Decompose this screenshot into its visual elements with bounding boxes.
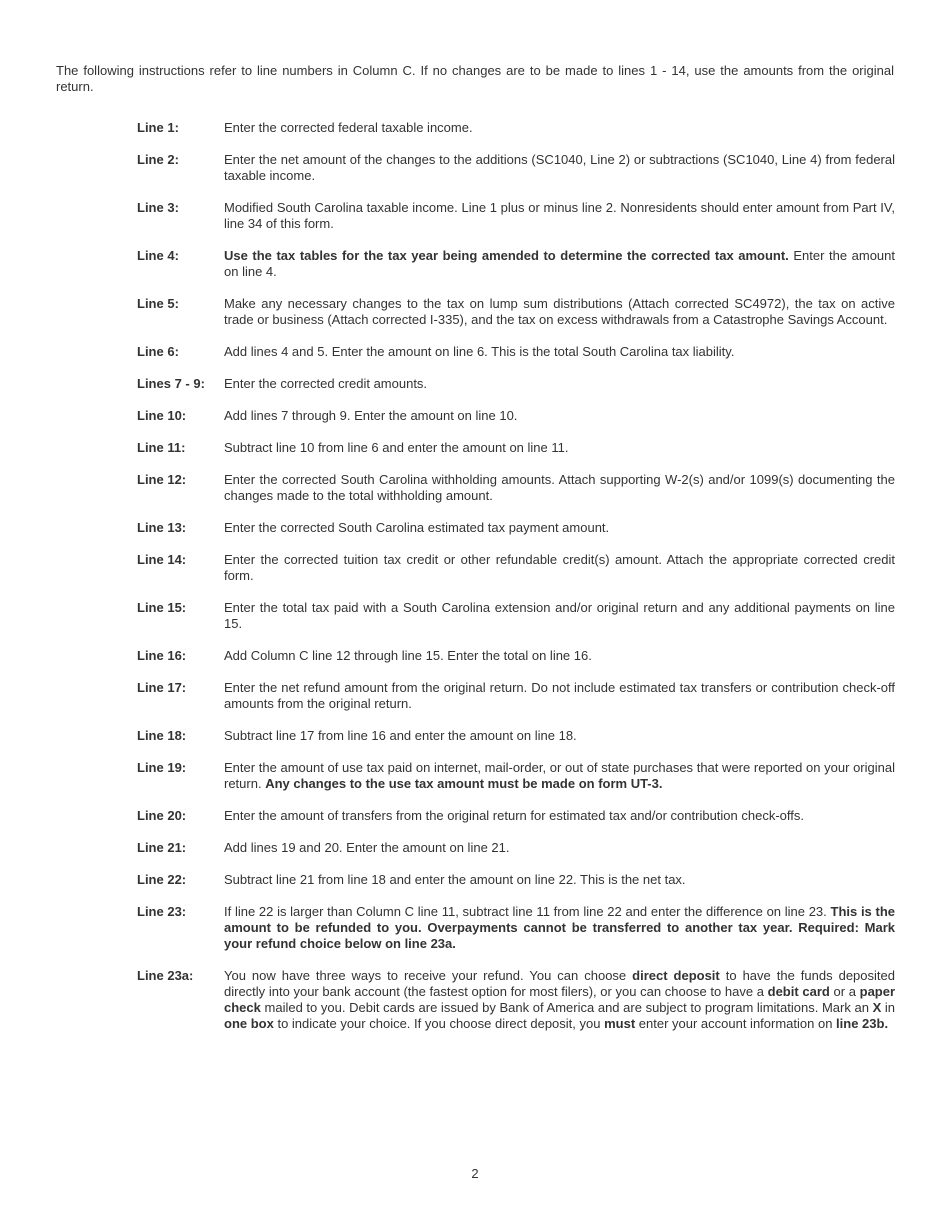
line-text-segment: Add lines 19 and 20. Enter the amount on line 21.: [224, 840, 510, 855]
line-label: Line 16:: [137, 648, 187, 663]
line-text-segment: Subtract line 21 from line 18 and enter the amount on line 22. This is the net tax.: [224, 872, 686, 887]
line-text: [224, 648, 895, 664]
line-text: [224, 296, 895, 328]
line-label: Line 13:: [137, 520, 187, 535]
line-text-bold: X: [872, 1000, 882, 1015]
line-instruction: [137, 808, 895, 824]
line-label: Line 3:: [137, 200, 179, 215]
line-text: [224, 808, 895, 824]
line-instruction: [137, 904, 895, 952]
line-instruction: [137, 200, 895, 232]
line-text-segment: Subtract line 10 from line 6 and enter the amount on line 11.: [224, 440, 569, 455]
intro-paragraph: The following instructions refer to line numbers in Column C. If no changes are to be made to lines 1 - 14, use the amounts from the original return.: [56, 63, 894, 94]
line-text-segment: Enter the corrected credit amounts.: [224, 376, 428, 391]
line-label: Line 17:: [137, 680, 187, 695]
line-text: [224, 520, 895, 536]
line-label: Line 5:: [137, 296, 179, 311]
line-label: Line 2:: [137, 152, 179, 167]
line-text-segment: or a: [829, 984, 860, 999]
line-text: [224, 904, 895, 952]
line-label: Line 19:: [137, 760, 187, 775]
line-text-bold: must: [604, 1016, 636, 1031]
line-label: Line 23:: [137, 904, 187, 919]
line-text: [224, 200, 895, 232]
line-label: Line 14:: [137, 552, 187, 567]
line-instruction: [137, 296, 895, 328]
line-text-bold: paper check: [224, 984, 896, 1015]
line-text: [224, 248, 895, 280]
line-text-segment: Make any necessary changes to the tax on lump sum distributions (Attach corrected SC4972), the tax on active trade or business (Attach corrected I-335), and the tax on excess withdrawals from a Catastrophe Savings Account.: [224, 296, 895, 327]
line-text-segment: Add Column C line 12 through line 15. Enter the total on line 16.: [224, 648, 592, 663]
line-text: [224, 376, 895, 392]
page-number: 2: [471, 1166, 479, 1181]
line-text: [224, 344, 895, 360]
line-instruction: [137, 968, 895, 1032]
line-instruction: [137, 248, 895, 280]
line-text: [224, 440, 895, 456]
line-instructions-list: [137, 120, 895, 1048]
line-label: Line 22:: [137, 872, 187, 887]
line-text-bold: Any changes to the use tax amount must be made on form UT-3.: [265, 776, 663, 791]
line-text: [224, 120, 895, 136]
line-label: Line 11:: [137, 440, 186, 455]
line-label: Line 20:: [137, 808, 187, 823]
line-instruction: [137, 872, 895, 888]
line-text: [224, 968, 895, 1032]
line-instruction: [137, 440, 895, 456]
line-text-segment: Enter the amount of transfers from the original return for estimated tax and/or contribution check-offs.: [224, 808, 804, 823]
line-text: [224, 680, 895, 712]
line-text: [224, 760, 895, 792]
line-text-segment: If line 22 is larger than Column C line 11, subtract line 11 from line 22 and enter the difference on line 23.: [224, 904, 831, 919]
line-label: Line 10:: [137, 408, 187, 423]
line-label: Line 1:: [137, 120, 179, 135]
line-text-segment: Subtract line 17 from line 16 and enter the amount on line 18.: [224, 728, 577, 743]
line-text-segment: to indicate your choice. If you choose direct deposit, you: [273, 1016, 605, 1031]
line-text: [224, 872, 895, 888]
line-label: Line 6:: [137, 344, 179, 359]
line-text-segment: Enter the corrected South Carolina estimated tax payment amount.: [224, 520, 610, 535]
line-text-segment: in: [881, 1000, 895, 1015]
line-instruction: [137, 552, 895, 584]
line-text: [224, 408, 895, 424]
line-label: Lines 7 - 9:: [137, 376, 205, 391]
line-instruction: [137, 760, 895, 792]
line-text-segment: Add lines 7 through 9. Enter the amount on line 10.: [224, 408, 518, 423]
line-text-segment: enter your account information on: [635, 1016, 837, 1031]
line-text-segment: Add lines 4 and 5. Enter the amount on line 6. This is the total South Carolina tax liability.: [224, 344, 735, 359]
line-text: [224, 728, 895, 744]
line-text-segment: Enter the net refund amount from the original return. Do not include estimated tax transfers or contribution check-off amounts from the original return.: [224, 680, 895, 711]
line-text: [224, 600, 895, 632]
line-instruction: [137, 152, 895, 184]
line-text-bold: direct deposit: [632, 968, 720, 983]
line-label: Line 18:: [137, 728, 187, 743]
line-text-segment: Modified South Carolina taxable income. Line 1 plus or minus line 2. Nonresidents should enter amount from Part IV, line 34 of this form.: [224, 200, 895, 231]
line-text-bold: line 23b.: [836, 1016, 889, 1031]
line-label: Line 23a:: [137, 968, 194, 983]
line-instruction: [137, 520, 895, 536]
line-instruction: [137, 472, 895, 504]
line-text-segment: Enter the corrected South Carolina withholding amounts. Attach supporting W-2(s) and/or 1099(s) documenting the changes made to the total withholding amount.: [224, 472, 895, 503]
line-instruction: [137, 648, 895, 664]
line-text-segment: You now have three ways to receive your refund. You can choose: [224, 968, 633, 983]
line-instruction: [137, 728, 895, 744]
line-label: Line 15:: [137, 600, 187, 615]
line-text: [224, 152, 895, 184]
line-text-segment: Enter the amount of use tax paid on internet, mail-order, or out of state purchases that were reported on your original return.: [224, 760, 895, 791]
line-instruction: [137, 600, 895, 632]
line-text-bold: one box: [224, 1016, 274, 1031]
line-instruction: [137, 840, 895, 856]
line-text-segment: Enter the amount on line 4.: [224, 248, 895, 279]
line-text-segment: to have the funds deposited directly into your bank account (the fastest option for most filers), or you can choose to have a: [224, 968, 895, 999]
line-text-segment: Enter the total tax paid with a South Carolina extension and/or original return and any additional payments on line 15.: [224, 600, 895, 631]
line-instruction: [137, 680, 895, 712]
line-instruction: [137, 376, 895, 392]
line-text-bold: Use the tax tables for the tax year being amended to determine the corrected tax amount.: [224, 248, 789, 263]
line-text-bold: debit card: [767, 984, 830, 999]
line-instruction: [137, 344, 895, 360]
line-text: [224, 552, 895, 584]
line-text: [224, 472, 895, 504]
line-text-segment: Enter the corrected federal taxable income.: [224, 120, 473, 135]
line-text-bold: This is the amount to be refunded to you. Overpayments cannot be transferred to another tax year. Required: Mark your refund choice below on line 23a.: [224, 904, 895, 951]
line-label: Line 4:: [137, 248, 179, 263]
line-text: [224, 840, 895, 856]
line-label: Line 21:: [137, 840, 187, 855]
line-text-segment: Enter the corrected tuition tax credit or other refundable credit(s) amount. Attach the appropriate corrected credit form.: [224, 552, 895, 583]
line-instruction: [137, 120, 895, 136]
line-text-segment: Enter the net amount of the changes to the additions (SC1040, Line 2) or subtractions (SC1040, Line 4) from federal taxable income.: [224, 152, 895, 183]
line-label: Line 12:: [137, 472, 187, 487]
line-text-segment: mailed to you. Debit cards are issued by Bank of America and are subject to program limitations. Mark an: [260, 1000, 873, 1015]
line-instruction: [137, 408, 895, 424]
